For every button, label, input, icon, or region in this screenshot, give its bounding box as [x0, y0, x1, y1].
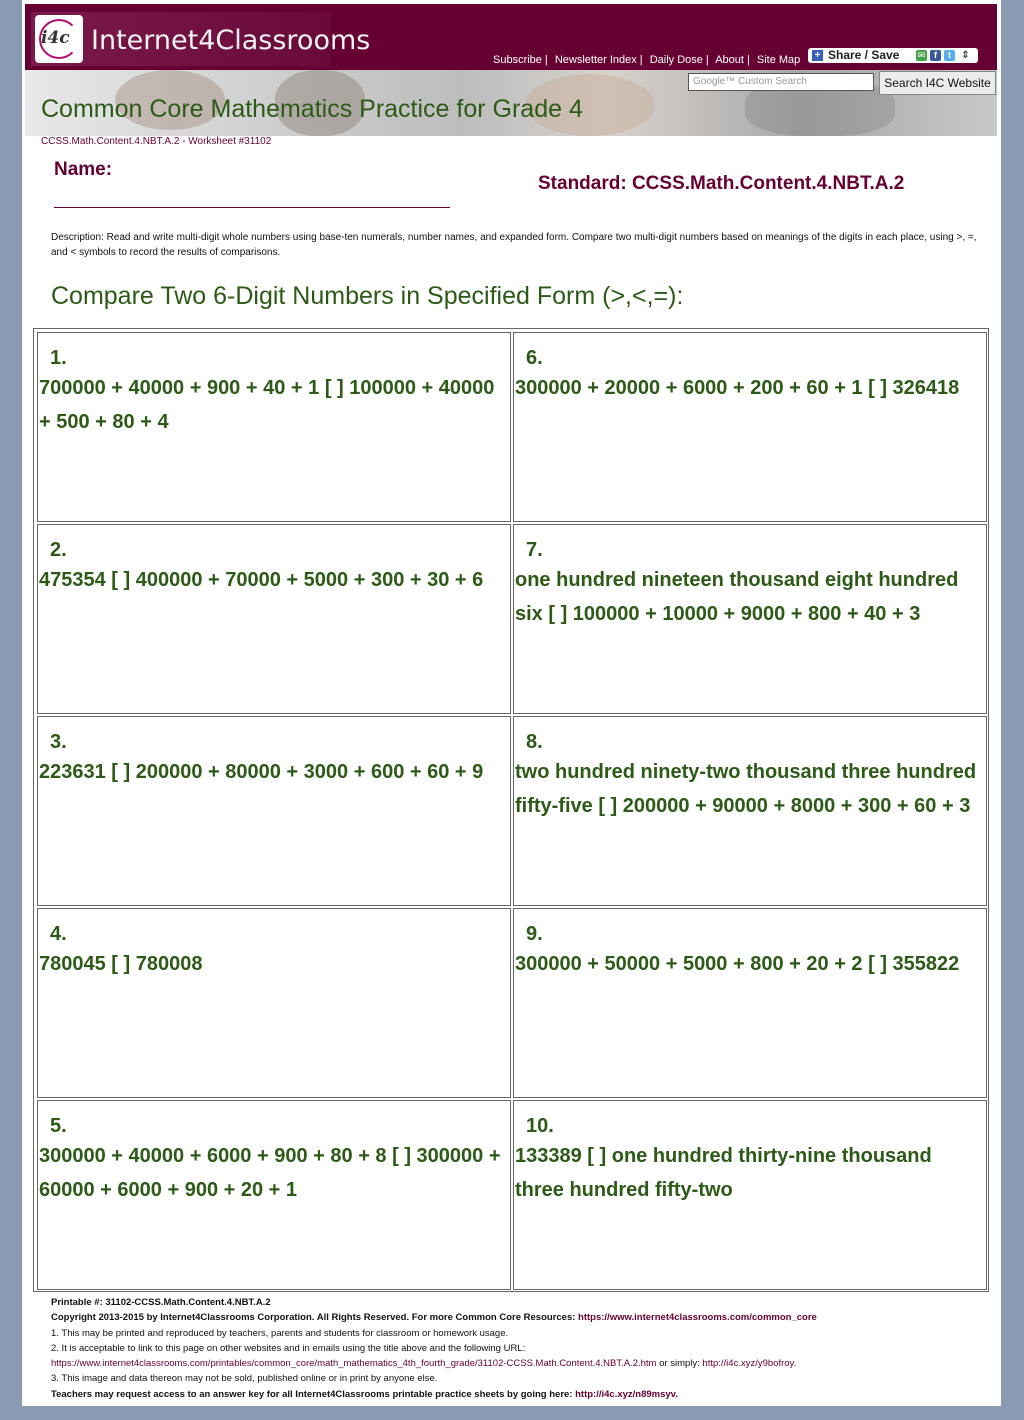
page-title: Common Core Mathematics Practice for Grade 4	[41, 95, 583, 123]
answer-key-link[interactable]: http://i4c.xyz/n89msyv	[575, 1388, 676, 1400]
share-save-label: Share / Save	[828, 48, 900, 62]
problem-cell	[37, 524, 511, 714]
worksheet-url-link[interactable]: https://www.internet4classrooms.com/printables/common_core/math_mathematics_4th_fourth_grade/31102-CCSS.Math.Content.4.NBT.A.2.htm	[51, 1358, 657, 1370]
problem-number: 4.	[50, 923, 67, 945]
common-core-link[interactable]: https://www.internet4classrooms.com/common_core	[578, 1312, 817, 1324]
email-share-icon[interactable]: ✉	[917, 50, 926, 60]
share-save-button[interactable]	[808, 48, 978, 63]
nav-link-daily-dose[interactable]: Daily Dose	[649, 54, 703, 66]
problems-table	[33, 328, 989, 1292]
problem-cell	[37, 716, 511, 906]
footer: Printable #: 31102-CCSS.Math.Content.4.NBT.A.2 Copyright 2013-2015 by Internet4Classrooms Corporation. All Rights Reserved. For more Common Core Resources: https://www.internet4classrooms.com/common_core 1. This may be printed and reproduced by teachers, parents and students for classroom or homework usage. 2. It is acceptable to link to this page on other websites and in emails using the title above and the following URL: https://www.internet4classrooms.com/printables/common_core/math_mathematics_4th_fourth_grade/31102-CCSS.Math.Content.4.NBT.A.2.htm or simply: http://i4c.xyz/y9bofroy. 3. This image and data thereon may not be sold, published online or in print by anyone else. Teachers may request access to an answer key for all Internet4Classrooms printable practice sheets by going here: http://i4c.xyz/n89msyv.	[51, 1295, 991, 1402]
printable-number: Printable #: 31102-CCSS.Math.Content.4.NBT.A.2	[51, 1297, 271, 1308]
worksheet-page	[22, 0, 1001, 1406]
problem-text: one hundred nineteen thousand eight hundred six [ ] 100000 + 10000 + 9000 + 800 + 40 + 3	[515, 569, 959, 625]
footer-note-1: 1. This may be printed and reproduced by teachers, parents and students for classroom or homework usage.	[51, 1327, 509, 1339]
problem-number: 10.	[526, 1115, 554, 1137]
problem-cell	[513, 332, 987, 522]
problem-number: 9.	[526, 923, 543, 945]
problem-text: 300000 + 20000 + 6000 + 200 + 60 + 1 [ ] 326418	[515, 377, 960, 399]
problem-text: 133389 [ ] one hundred thirty-nine thousand three hundred fifty-two	[515, 1145, 932, 1201]
problem-text: 780045 [ ] 780008	[39, 953, 203, 975]
problem-text: 300000 + 50000 + 5000 + 800 + 20 + 2 [ ] 355822	[515, 953, 960, 975]
problem-text: two hundred ninety-two thousand three hundred fifty-five [ ] 200000 + 90000 + 8000 + 300 + 60 + 3	[515, 761, 977, 817]
nav-link-newsletter-index[interactable]: Newsletter Index	[554, 54, 637, 66]
copyright-text: Copyright 2013-2015 by Internet4Classrooms Corporation. All Rights Reserved. For more Common Core Resources:	[51, 1312, 576, 1324]
problem-number: 5.	[50, 1115, 67, 1137]
nav-link-about[interactable]: About	[715, 54, 744, 66]
logo-icon	[35, 15, 83, 63]
share-plus-icon: +	[812, 50, 823, 61]
search-button[interactable]: Search I4C Website	[879, 71, 996, 95]
problem-cell	[37, 1100, 511, 1290]
nav-link-site-map[interactable]: Site Map	[756, 54, 801, 66]
problem-text: 223631 [ ] 200000 + 80000 + 3000 + 600 + 60 + 9	[39, 761, 484, 783]
problem-cell	[513, 1100, 987, 1290]
logo-mark-text: i4c	[41, 28, 70, 48]
problem-cell	[513, 908, 987, 1098]
nav-link-subscribe[interactable]: Subscribe	[493, 54, 542, 66]
search-input[interactable]: Google™ Custom Search	[688, 73, 874, 91]
problem-cell	[513, 716, 987, 906]
footer-note-2: 2. It is acceptable to link to this page on other websites and in emails using the title above and the following URL:	[51, 1342, 526, 1354]
dropdown-arrows-icon[interactable]: ⇕	[961, 50, 970, 61]
description: Description: Read and write multi-digit whole numbers using base-ten numerals, number names, and expanded form. Compare two multi-digit numbers based on meanings of the digits in each place, using >, =, and < symbols to record the results of comparisons.	[51, 232, 977, 258]
short-url-link[interactable]: http://i4c.xyz/y9bofroy	[702, 1358, 794, 1370]
top-nav: Subscribe | Newsletter Index | Daily Dose | About | Site Map	[493, 54, 801, 66]
problem-cell	[37, 332, 511, 522]
site-logo[interactable]	[31, 12, 371, 66]
footer-note-3: 3. This image and data thereon may not be sold, published online or in print by anyone else.	[51, 1373, 438, 1385]
problem-number: 1.	[50, 347, 67, 369]
or-simply-text: or simply:	[659, 1358, 700, 1370]
name-label: Name:	[54, 159, 113, 180]
problem-number: 3.	[50, 731, 67, 753]
site-header	[25, 4, 997, 70]
facebook-icon[interactable]: f	[930, 50, 941, 61]
worksheet-id: CCSS.Math.Content.4.NBT.A.2 - Worksheet #31102	[41, 136, 272, 147]
problem-cell	[513, 524, 987, 714]
problem-number: 6.	[526, 347, 543, 369]
twitter-icon[interactable]: t	[944, 50, 955, 61]
problem-number: 7.	[526, 539, 543, 561]
problem-text: 475354 [ ] 400000 + 70000 + 5000 + 300 + 30 + 6	[39, 569, 484, 591]
problem-cell	[37, 908, 511, 1098]
problem-text: 300000 + 40000 + 6000 + 900 + 80 + 8 [ ] 300000 + 60000 + 6000 + 900 + 20 + 1	[39, 1145, 501, 1201]
problem-number: 2.	[50, 539, 67, 561]
logo-text: Internet4Classrooms	[91, 25, 371, 56]
problem-text: 700000 + 40000 + 900 + 40 + 1 [ ] 100000 + 40000 + 500 + 80 + 4	[39, 377, 495, 433]
standard-label: Standard: CCSS.Math.Content.4.NBT.A.2	[538, 173, 905, 194]
problem-number: 8.	[526, 731, 543, 753]
section-heading: Compare Two 6-Digit Numbers in Specified Form (>,<,=):	[51, 282, 684, 310]
answer-key-text: Teachers may request access to an answer key for all Internet4Classrooms printable practice sheets by going here:	[51, 1388, 573, 1400]
name-line	[54, 207, 450, 208]
